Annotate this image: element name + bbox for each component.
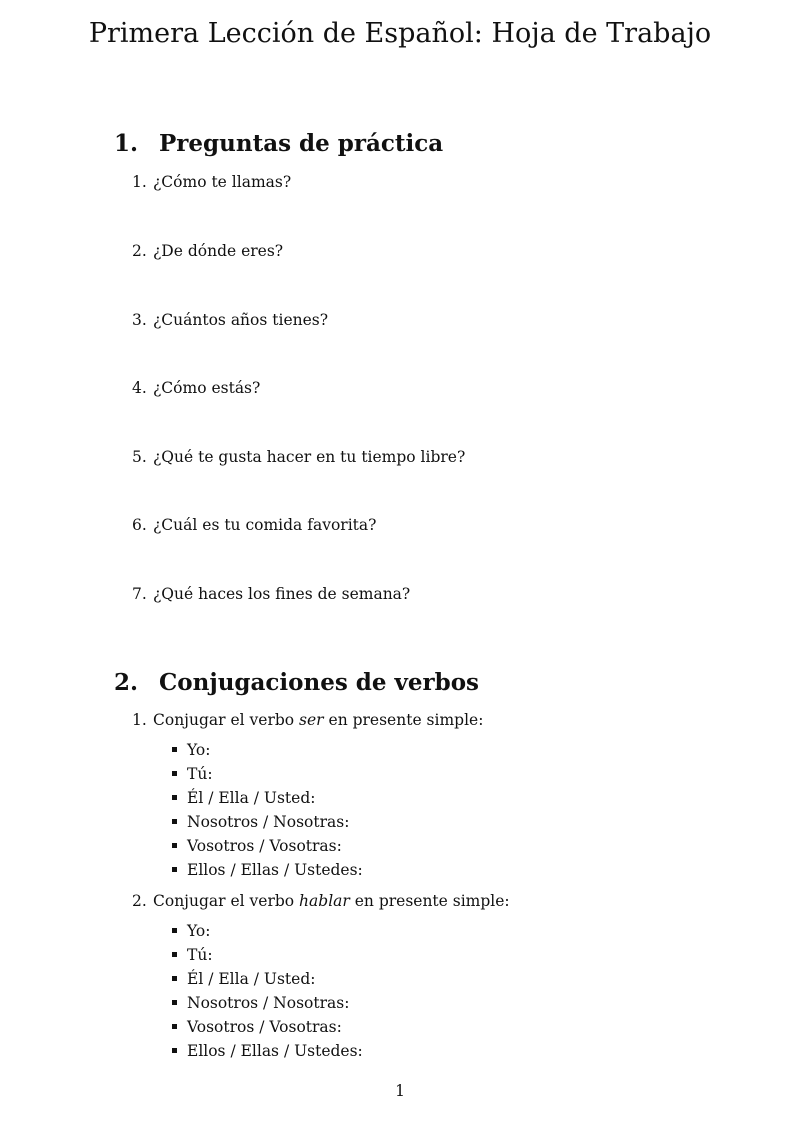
pronoun-label: Vosotros / Vosotras: xyxy=(187,837,342,855)
page-title: Primera Lección de Español: Hoja de Trabajo xyxy=(88,18,712,49)
page-number: 1 xyxy=(395,1082,405,1100)
square-bullet-icon xyxy=(172,1000,177,1005)
question-text: ¿Qué te gusta hacer en tu tiempo libre? xyxy=(153,448,466,466)
square-bullet-icon xyxy=(172,867,177,872)
conjugation-task-ser xyxy=(132,710,483,730)
question-text: ¿Cómo estás? xyxy=(153,379,261,397)
pronoun-item xyxy=(172,945,213,965)
square-bullet-icon xyxy=(172,928,177,933)
task-number: 2. xyxy=(132,892,147,910)
pronoun-item xyxy=(172,860,363,880)
section-number: 2. xyxy=(114,669,139,696)
question-number: 5. xyxy=(132,448,147,466)
pronoun-item xyxy=(172,1017,342,1037)
question-item xyxy=(132,447,465,467)
pronoun-item xyxy=(172,812,349,832)
question-item xyxy=(132,584,410,604)
question-text: ¿De dónde eres? xyxy=(153,242,284,260)
pronoun-item xyxy=(172,740,210,760)
pronoun-label: Vosotros / Vosotras: xyxy=(187,1018,342,1036)
task-number: 1. xyxy=(132,711,147,729)
question-number: 7. xyxy=(132,585,147,603)
pronoun-item xyxy=(172,764,213,784)
question-number: 3. xyxy=(132,311,147,329)
pronoun-item xyxy=(172,788,315,808)
task-verb: hablar xyxy=(299,892,350,910)
question-text: ¿Cuál es tu comida favorita? xyxy=(153,516,377,534)
task-prefix: Conjugar el verbo xyxy=(153,892,300,910)
conjugation-task-hablar xyxy=(132,891,510,911)
question-item xyxy=(132,378,260,398)
question-number: 2. xyxy=(132,242,147,260)
task-verb: ser xyxy=(299,711,324,729)
pronoun-label: Ellos / Ellas / Ustedes: xyxy=(187,861,363,879)
task-prefix: Conjugar el verbo xyxy=(153,711,300,729)
section-title: Preguntas de práctica xyxy=(159,130,444,157)
pronoun-item xyxy=(172,836,342,856)
square-bullet-icon xyxy=(172,819,177,824)
pronoun-label: Yo: xyxy=(187,741,211,759)
pronoun-label: Nosotros / Nosotras: xyxy=(187,994,350,1012)
pronoun-label: Yo: xyxy=(187,922,211,940)
pronoun-item xyxy=(172,921,210,941)
square-bullet-icon xyxy=(172,747,177,752)
question-number: 4. xyxy=(132,379,147,397)
question-text: ¿Cuántos años tienes? xyxy=(153,311,329,329)
section-title: Conjugaciones de verbos xyxy=(159,669,480,696)
task-suffix: en presente simple: xyxy=(323,711,484,729)
square-bullet-icon xyxy=(172,771,177,776)
question-text: ¿Cómo te llamas? xyxy=(153,173,292,191)
task-suffix: en presente simple: xyxy=(349,892,510,910)
question-number: 1. xyxy=(132,173,147,191)
pronoun-item xyxy=(172,993,349,1013)
pronoun-label: Tú: xyxy=(187,946,213,964)
question-item xyxy=(132,310,328,330)
square-bullet-icon xyxy=(172,843,177,848)
square-bullet-icon xyxy=(172,952,177,957)
pronoun-label: Nosotros / Nosotras: xyxy=(187,813,350,831)
section-number: 1. xyxy=(114,130,139,157)
question-item xyxy=(132,515,376,535)
square-bullet-icon xyxy=(172,1024,177,1029)
square-bullet-icon xyxy=(172,1048,177,1053)
section-heading-conjugaciones xyxy=(114,668,479,698)
pronoun-item xyxy=(172,969,315,989)
pronoun-label: Ellos / Ellas / Ustedes: xyxy=(187,1042,363,1060)
question-number: 6. xyxy=(132,516,147,534)
question-item xyxy=(132,241,283,261)
pronoun-label: Él / Ella / Usted: xyxy=(187,789,316,807)
pronoun-label: Él / Ella / Usted: xyxy=(187,970,316,988)
question-item xyxy=(132,172,291,192)
pronoun-label: Tú: xyxy=(187,765,213,783)
square-bullet-icon xyxy=(172,976,177,981)
section-heading-preguntas xyxy=(114,129,443,159)
pronoun-item xyxy=(172,1041,363,1061)
square-bullet-icon xyxy=(172,795,177,800)
question-text: ¿Qué haces los fines de semana? xyxy=(153,585,411,603)
